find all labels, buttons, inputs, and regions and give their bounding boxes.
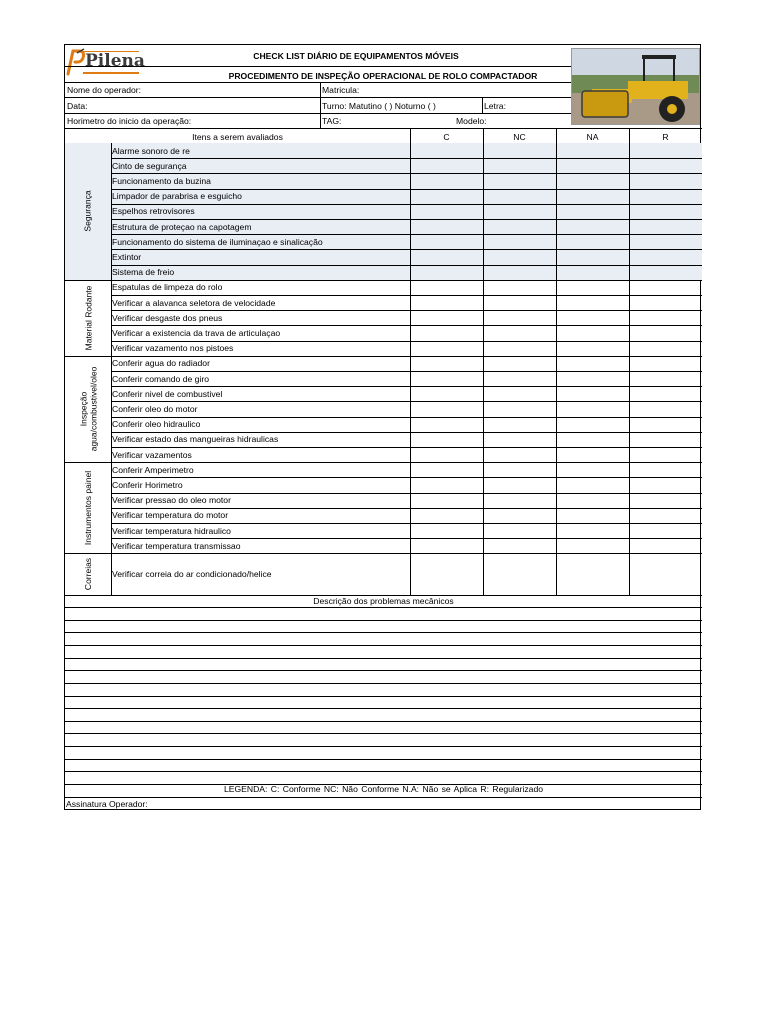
check-cell-na[interactable] — [556, 523, 629, 538]
category-label — [65, 553, 111, 595]
checklist-item-label: Verificar desgaste dos pneus — [112, 312, 223, 323]
checklist-item-label: Conferir comando de giro — [112, 373, 209, 384]
checklist-row — [111, 341, 702, 356]
checklist-sheet — [64, 44, 701, 810]
check-cell-c[interactable] — [410, 265, 483, 280]
checklist-row — [111, 280, 702, 295]
check-cell-na[interactable] — [556, 310, 629, 325]
checklist-row — [111, 189, 702, 204]
description-line[interactable] — [65, 683, 702, 684]
checklist-row — [111, 538, 702, 553]
check-cell-nc[interactable] — [483, 204, 556, 219]
checklist-row — [111, 356, 702, 371]
check-cell-r[interactable] — [629, 493, 702, 508]
check-cell-c[interactable] — [410, 371, 483, 386]
description-line[interactable] — [65, 721, 702, 722]
check-cell-r[interactable] — [629, 523, 702, 538]
category-name: Material Rodante — [83, 285, 94, 351]
checklist-item-label: Verificar temperatura hidraulico — [112, 525, 231, 536]
check-cell-na[interactable] — [556, 477, 629, 492]
road-roller-photo — [571, 48, 700, 125]
check-cell-na[interactable] — [556, 325, 629, 340]
description-line[interactable] — [65, 670, 702, 671]
check-cell-r[interactable] — [629, 143, 702, 158]
category-name: Instrumentos painel — [83, 470, 93, 545]
checklist-item-label: Estrutura de proteçao na capotagem — [112, 221, 252, 232]
check-cell-r[interactable] — [629, 189, 702, 204]
check-cell-c[interactable] — [410, 219, 483, 234]
check-cell-nc[interactable] — [483, 189, 556, 204]
check-cell-na[interactable] — [556, 219, 629, 234]
checklist-item-label: Verificar vazamento nos pistoes — [112, 343, 234, 354]
checklist-item-label: Conferir Amperimetro — [112, 464, 194, 475]
check-cell-r[interactable] — [629, 204, 702, 219]
check-cell-nc[interactable] — [483, 462, 556, 477]
checklist-item-label: Funcionamento da buzina — [112, 175, 211, 186]
checklist-item-label: Conferir agua do radiador — [112, 358, 210, 369]
check-cell-c[interactable] — [410, 295, 483, 310]
check-cell-na[interactable] — [556, 234, 629, 249]
check-cell-c[interactable] — [410, 462, 483, 477]
check-cell-nc[interactable] — [483, 234, 556, 249]
check-cell-c[interactable] — [410, 204, 483, 219]
column-c-header: C — [443, 132, 450, 142]
check-cell-c[interactable] — [410, 143, 483, 158]
description-line[interactable] — [65, 658, 702, 659]
checklist-item-label: Espelhos retrovisores — [112, 206, 195, 217]
check-cell-c[interactable] — [410, 173, 483, 188]
check-cell-c[interactable] — [410, 325, 483, 340]
check-cell-nc[interactable] — [483, 417, 556, 432]
category-label — [65, 462, 111, 553]
check-cell-r[interactable] — [629, 310, 702, 325]
checklist-item-label: Limpador de parabrisa e esguicho — [112, 191, 242, 202]
check-cell-r[interactable] — [629, 295, 702, 310]
check-cell-c[interactable] — [410, 508, 483, 523]
checklist-item-label: Conferir Horimetro — [112, 479, 183, 490]
description-line[interactable] — [65, 759, 702, 760]
check-cell-nc[interactable] — [483, 508, 556, 523]
check-cell-c[interactable] — [410, 158, 483, 173]
description-line[interactable] — [65, 632, 702, 633]
checklist-item-label: Alarme sonoro de re — [112, 145, 190, 156]
checklist-item-label: Extintor — [112, 251, 142, 262]
description-title: Descrição dos problemas mecânicos — [313, 596, 454, 606]
checklist-row — [111, 432, 702, 447]
checklist-row — [111, 295, 702, 310]
checklist-row — [111, 386, 702, 401]
legend-text: LEGENDA: C: Conforme NC: Não Conforme N.A: Não se Aplica R: Regularizado — [223, 784, 544, 794]
checklist-row — [111, 249, 702, 264]
shift-field[interactable]: Turno: Matutino ( ) Noturno ( ) — [322, 101, 436, 111]
check-cell-na[interactable] — [556, 447, 629, 462]
logo-wordmark: Pilena — [85, 51, 145, 71]
checklist-row — [111, 462, 702, 477]
check-cell-r[interactable] — [629, 249, 702, 264]
check-cell-c[interactable] — [410, 493, 483, 508]
check-cell-na[interactable] — [556, 417, 629, 432]
category-label — [65, 356, 111, 462]
checklist-item-label: Funcionamento do sistema de iluminaçao e sinalicação — [112, 236, 323, 247]
check-cell-c[interactable] — [410, 356, 483, 371]
checklist-row — [111, 493, 702, 508]
items-column-header: Itens a serem avaliados — [192, 132, 283, 142]
check-cell-nc[interactable] — [483, 280, 556, 295]
check-cell-nc[interactable] — [483, 356, 556, 371]
checklist-item-label: Conferir oleo do motor — [112, 403, 198, 414]
check-cell-c[interactable] — [410, 432, 483, 447]
checklist-row — [111, 417, 702, 432]
checklist-item-label: Cinto de segurança — [112, 160, 187, 171]
checklist-row — [111, 508, 702, 523]
check-cell-na[interactable] — [556, 280, 629, 295]
checklist-row — [111, 371, 702, 386]
checklist-row — [111, 204, 702, 219]
description-line[interactable] — [65, 620, 702, 621]
check-cell-nc[interactable] — [483, 265, 556, 280]
category-label — [65, 143, 111, 280]
check-cell-r[interactable] — [629, 432, 702, 447]
check-cell-nc[interactable] — [483, 143, 556, 158]
signature-field[interactable]: Assinatura Operador: — [66, 799, 148, 809]
description-line[interactable] — [65, 607, 702, 608]
check-cell-nc[interactable] — [483, 538, 556, 553]
check-cell-c[interactable] — [410, 341, 483, 356]
category-name: Inspeção agua/combustivel/oleo — [78, 366, 99, 452]
check-cell-c[interactable] — [410, 249, 483, 264]
check-cell-r[interactable] — [629, 417, 702, 432]
check-cell-r[interactable] — [629, 234, 702, 249]
form-subtitle: PROCEDIMENTO DE INSPEÇÃO OPERACIONAL DE ROLO COMPACTADOR — [228, 71, 538, 81]
check-cell-c[interactable] — [410, 553, 483, 595]
matricula-field[interactable]: Matricula: — [322, 85, 360, 95]
checklist-row — [111, 219, 702, 234]
check-cell-r[interactable] — [629, 219, 702, 234]
check-cell-r[interactable] — [629, 341, 702, 356]
category-name: Segurança — [83, 190, 93, 232]
operator-name-field[interactable]: Nome do operador: — [67, 85, 142, 95]
check-cell-nc[interactable] — [483, 325, 556, 340]
check-cell-nc[interactable] — [483, 553, 556, 595]
check-cell-na[interactable] — [556, 553, 629, 595]
checklist-row — [111, 310, 702, 325]
check-cell-na[interactable] — [556, 341, 629, 356]
checklist-row — [111, 447, 702, 462]
check-cell-c[interactable] — [410, 417, 483, 432]
check-cell-na[interactable] — [556, 401, 629, 416]
checklist-item-label: Conferir oleo hidraulico — [112, 419, 201, 430]
check-cell-nc[interactable] — [483, 447, 556, 462]
checklist-item-label: Conferir nivel de combustivel — [112, 388, 223, 399]
description-line[interactable] — [65, 771, 702, 772]
checklist-item-label: Verificar estado das mangueiras hidraulicas — [112, 434, 279, 445]
checklist-row — [111, 234, 702, 249]
check-cell-r[interactable] — [629, 477, 702, 492]
horimetro-field[interactable]: Horimetro do inicio da operação: — [67, 116, 192, 126]
checklist-row — [111, 477, 702, 492]
checklist-item-label: Sistema de freio — [112, 267, 175, 278]
check-cell-na[interactable] — [556, 432, 629, 447]
checklist-item-label: Verificar temperatura do motor — [112, 510, 229, 521]
check-cell-nc[interactable] — [483, 310, 556, 325]
check-cell-c[interactable] — [410, 386, 483, 401]
check-cell-r[interactable] — [629, 538, 702, 553]
check-cell-na[interactable] — [556, 356, 629, 371]
check-cell-c[interactable] — [410, 523, 483, 538]
check-cell-c[interactable] — [410, 447, 483, 462]
check-cell-c[interactable] — [410, 401, 483, 416]
check-cell-nc[interactable] — [483, 158, 556, 173]
tag-field[interactable]: TAG: — [322, 116, 342, 126]
checklist-item-label: Verificar correia do ar condicionado/helice — [112, 569, 272, 580]
checklist-row — [111, 265, 702, 280]
check-cell-na[interactable] — [556, 265, 629, 280]
check-cell-r[interactable] — [629, 356, 702, 371]
check-cell-nc[interactable] — [483, 219, 556, 234]
check-cell-nc[interactable] — [483, 386, 556, 401]
check-cell-r[interactable] — [629, 447, 702, 462]
check-cell-r[interactable] — [629, 265, 702, 280]
check-cell-c[interactable] — [410, 477, 483, 492]
check-cell-nc[interactable] — [483, 493, 556, 508]
check-cell-na[interactable] — [556, 204, 629, 219]
checklist-item-label: Verificar a alavanca seletora de velocidade — [112, 297, 276, 308]
column-r-header: R — [662, 132, 669, 142]
check-cell-r[interactable] — [629, 508, 702, 523]
checklist-row — [111, 158, 702, 173]
check-cell-na[interactable] — [556, 508, 629, 523]
checklist-item-label: Verificar vazamentos — [112, 449, 192, 460]
check-cell-na[interactable] — [556, 538, 629, 553]
check-cell-c[interactable] — [410, 310, 483, 325]
checklist-row — [111, 523, 702, 538]
check-cell-na[interactable] — [556, 295, 629, 310]
column-nc-header: NC — [513, 132, 526, 142]
check-cell-r[interactable] — [629, 386, 702, 401]
check-cell-nc[interactable] — [483, 249, 556, 264]
check-cell-c[interactable] — [410, 280, 483, 295]
check-cell-na[interactable] — [556, 386, 629, 401]
description-line[interactable] — [65, 708, 702, 709]
date-field[interactable]: Data: — [67, 101, 88, 111]
company-logo — [65, 47, 145, 77]
check-cell-nc[interactable] — [483, 341, 556, 356]
check-cell-na[interactable] — [556, 143, 629, 158]
description-line[interactable] — [65, 696, 702, 697]
check-cell-na[interactable] — [556, 173, 629, 188]
check-cell-nc[interactable] — [483, 371, 556, 386]
check-cell-c[interactable] — [410, 234, 483, 249]
description-line[interactable] — [65, 733, 702, 734]
check-cell-na[interactable] — [556, 462, 629, 477]
check-cell-na[interactable] — [556, 158, 629, 173]
check-cell-nc[interactable] — [483, 477, 556, 492]
checklist-item-label: Verificar temperatura transmissao — [112, 540, 241, 551]
check-cell-r[interactable] — [629, 553, 702, 595]
check-cell-r[interactable] — [629, 173, 702, 188]
description-line[interactable] — [65, 746, 702, 747]
check-cell-r[interactable] — [629, 401, 702, 416]
check-cell-nc[interactable] — [483, 295, 556, 310]
check-cell-nc[interactable] — [483, 401, 556, 416]
category-name: Correias — [83, 558, 93, 591]
check-cell-c[interactable] — [410, 538, 483, 553]
check-cell-na[interactable] — [556, 493, 629, 508]
checklist-row — [111, 325, 702, 340]
checklist-item-label: Espatulas de limpeza do rolo — [112, 282, 223, 293]
check-cell-r[interactable] — [629, 371, 702, 386]
check-cell-na[interactable] — [556, 371, 629, 386]
check-cell-nc[interactable] — [483, 523, 556, 538]
checklist-row — [111, 401, 702, 416]
category-label — [65, 280, 111, 356]
form-title: CHECK LIST DIÁRIO DE EQUIPAMENTOS MÓVEIS — [253, 51, 459, 61]
letra-field[interactable]: Letra: — [484, 101, 506, 111]
checklist-row — [111, 143, 702, 158]
column-na-header: NA — [586, 132, 599, 142]
checklist-item-label: Verificar pressao do oleo motor — [112, 495, 231, 506]
check-cell-nc[interactable] — [483, 173, 556, 188]
modelo-field[interactable]: Modelo: — [456, 116, 487, 126]
description-line[interactable] — [65, 645, 702, 646]
checklist-row — [111, 553, 702, 595]
check-cell-na[interactable] — [556, 189, 629, 204]
check-cell-r[interactable] — [629, 462, 702, 477]
check-cell-nc[interactable] — [483, 432, 556, 447]
check-cell-r[interactable] — [629, 280, 702, 295]
check-cell-c[interactable] — [410, 189, 483, 204]
checklist-item-label: Verificar a existencia da trava de articulaçao — [112, 327, 281, 338]
check-cell-r[interactable] — [629, 158, 702, 173]
check-cell-r[interactable] — [629, 325, 702, 340]
checklist-row — [111, 173, 702, 188]
check-cell-na[interactable] — [556, 249, 629, 264]
